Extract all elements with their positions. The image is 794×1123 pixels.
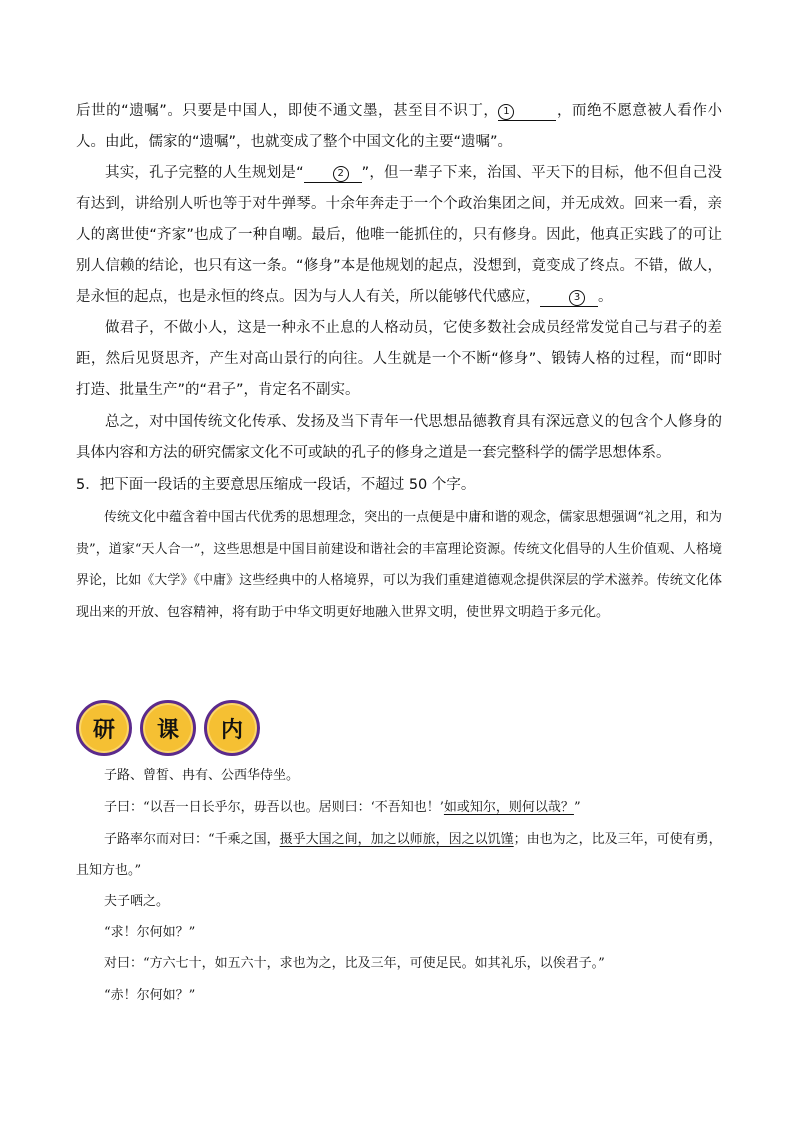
classical-line-7: “赤！尔何如？” <box>104 988 196 1003</box>
blank-1-number: 1 <box>498 104 514 120</box>
paragraph-1 <box>76 96 722 158</box>
paragraph-2-text-a: 其实，孔子完整的人生规划是“ <box>105 165 304 181</box>
paragraph-2-text-c: 。 <box>598 289 613 305</box>
badge-ke: 课 <box>140 700 196 756</box>
classical-line-2-c: ” <box>573 800 581 815</box>
paragraph-3: 做君子，不做小人，这是一种永不止息的人格动员，它使多数社会成员经常发觉自己与君子的差距，然后见贤思齐，产生对高山景行的向往。人生就是一个不断“修身”、锻铸人格的过程，而“即时打造、批量生产”的“君子”，肯定名不副实。 <box>76 320 722 398</box>
classical-line-2-underlined: 如或知尔，则何以哉？ <box>443 800 574 815</box>
badge-yan: 研 <box>76 700 132 756</box>
badge-nei: 内 <box>204 700 260 756</box>
section-badges <box>76 700 260 756</box>
classical-line-3-a: 子路率尔而对曰：“千乘之国， <box>104 832 280 847</box>
classical-line-4: 夫子哂之。 <box>104 894 170 909</box>
classical-line-1: 子路、曾皙、冉有、公西华侍坐。 <box>104 768 300 783</box>
paragraph-4: 总之，对中国传统文化传承、发扬及当下青年一代思想品德教育具有深远意义的包含个人修身的具体内容和方法的研究儒家文化不可或缺的孔子的修身之道是一套完整科学的儒学思想体系。 <box>76 414 722 461</box>
classical-line-6: 对曰：“方六七十，如五六十，求也为之，比及三年，可使足民。如其礼乐，以俟君子。” <box>104 956 605 971</box>
blank-3[interactable] <box>540 288 598 307</box>
question-5: 5．把下面一段话的主要意思压缩成一段话，不超过 50 个字。 <box>76 477 476 493</box>
blank-3-number: 3 <box>569 290 585 306</box>
classical-line-2-a: 子曰：“以吾一日长乎尔，毋吾以也。居则曰：‘不吾知也！’ <box>104 800 444 815</box>
classical-line-5: “求！尔何如？” <box>104 925 196 940</box>
question-5-passage: 传统文化中蕴含着中国古代优秀的思想理念，突出的一点便是中庸和谐的观念，儒家思想强调“礼之用，和为贵”，道家“天人合一”，这些思想是中国目前建设和谐社会的丰富理论资源。传统文化倡导的人生价值观、人格境界论，比如《大学》《中庸》这些经典中的人格境界，可以为我们重建道德观念提供深层的学术滋养。传统文化体现出来的开放、包容精神，将有助于中华文明更好地融入世界文明，使世界文明趋于多元化。 <box>76 510 722 620</box>
blank-2-number: 2 <box>333 166 349 182</box>
paragraph-2-text-b: ”，但一辈子下来，治国、平天下的目标，他不但自己没有达到，讲给别人听也等于对牛弹琴。十余年奔走于一个个政治集团之间，并无成效。回来一看，亲人的离世使“齐家”也成了一种自嘲。最后，他唯一能抓住的，只有修身。因此，他真正实践了的可让别人信赖的结论，也只有这一条。“修身”本是他规划的起点，没想到，竟变成了终点。不错，做人，是永恒的起点，也是永恒的终点。因为与人人有关，所以能够代代感应， <box>76 165 722 305</box>
classical-line-3-underlined: 摄乎大国之间，加之以师旅，因之以饥馑 <box>279 832 514 847</box>
paragraph-2 <box>76 158 722 313</box>
blank-1[interactable] <box>498 102 556 121</box>
classical-line-3 <box>76 824 722 886</box>
classical-line-3-c: ；由也为之，比及三年，可使有勇，且知方也。” <box>76 832 722 878</box>
classical-line-2 <box>104 792 722 823</box>
blank-2[interactable] <box>304 164 362 183</box>
paragraph-1-text-a: 后世的“遗嘱”。只要是中国人，即使不通文墨，甚至目不识丁， <box>76 103 499 119</box>
paragraph-1-text-b: ，而绝不愿意被人看作小人。由此，儒家的“遗嘱”，也就变成了整个中国文化的主要“遗嘱”。 <box>76 103 722 150</box>
